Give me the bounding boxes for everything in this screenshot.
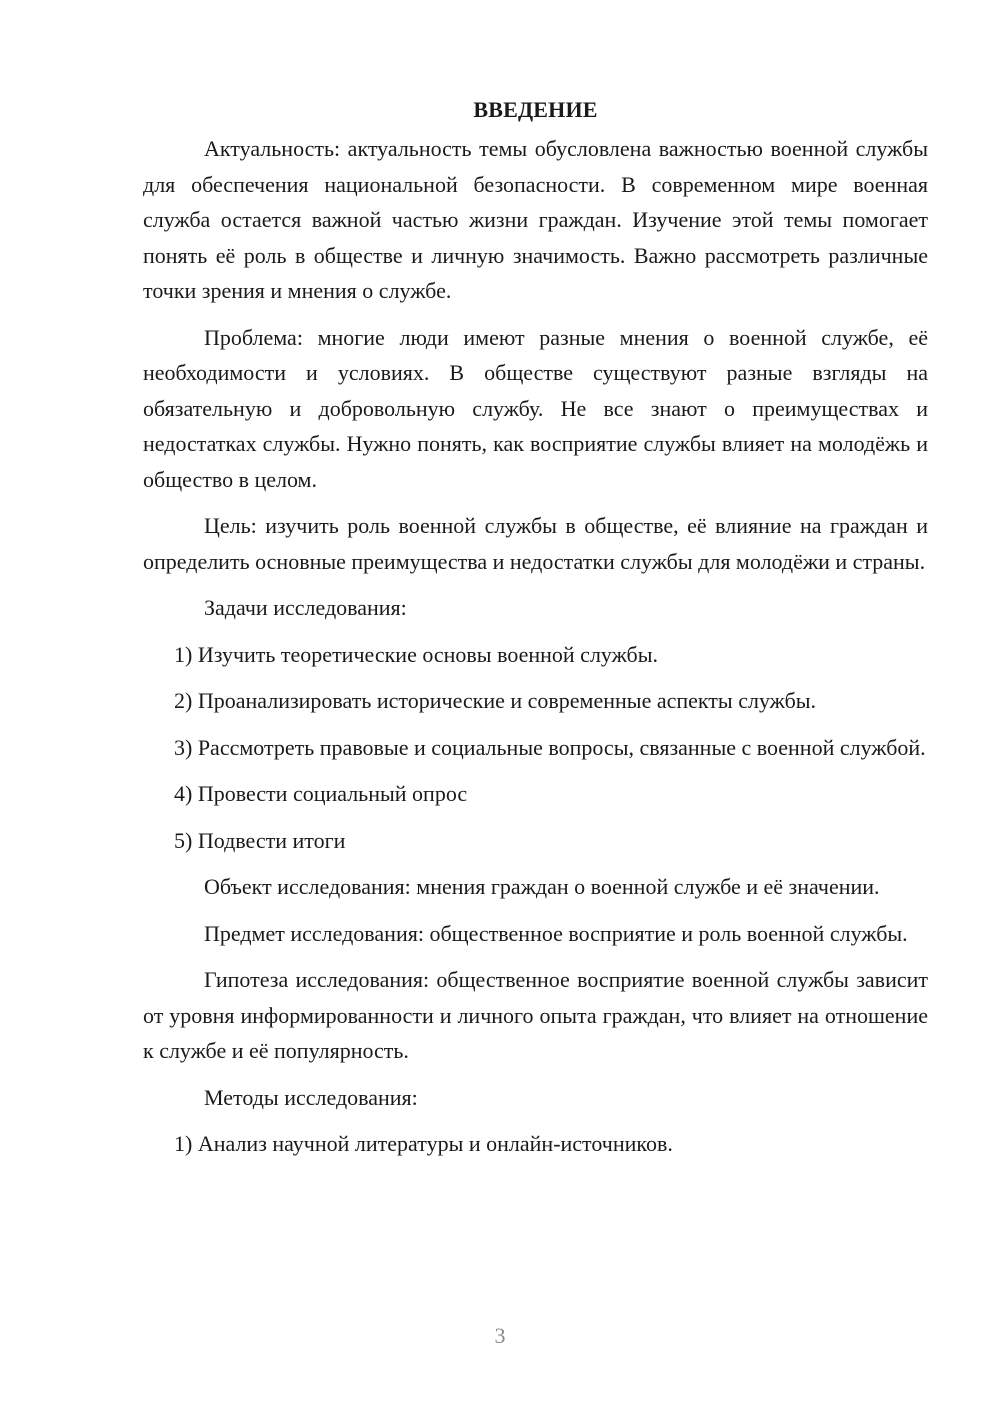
method-item-1: 1) Анализ научной литературы и онлайн-источников. [174, 1131, 673, 1156]
problem-paragraph: Проблема: многие люди имеют разные мнения о военной службе, её необходимости и условиях. В обществе существуют разные взгляды на обязательную и добровольную службу. Не все знают о преимуществах и недостатках службы. Нужно понять, как восприятие службы влияет на молодёжь и общество в целом. [143, 324, 928, 492]
task-item-2: 2) Проанализировать исторические и современные аспекты службы. [174, 688, 817, 713]
object-paragraph: Объект исследования: мнения граждан о военной службе и её значении. [204, 874, 880, 899]
document-page [143, 93, 928, 1173]
page-title: ВВЕДЕНИЕ [473, 97, 598, 122]
subject-paragraph: Предмет исследования: общественное восприятие и роль военной службы. [204, 920, 908, 946]
methods-heading: Методы исследования: [204, 1084, 418, 1110]
relevance-paragraph: Актуальность: актуальность темы обусловлена важностью военной службы для обеспечения национальной безопасности. В современном мире военная служба остается важной частью жизни граждан. Изучение этой темы помогает понять её роль в обществе и личную значимость. Важно рассмотреть различные точки зрения и мнения о службе. [143, 136, 928, 303]
task-item-3: 3) Рассмотреть правовые и социальные вопросы, связанные с военной службой. [174, 734, 926, 760]
tasks-heading: Задачи исследования: [204, 595, 407, 620]
task-item-1: 1) Изучить теоретические основы военной службы. [174, 641, 659, 667]
task-item-5: 5) Подвести итоги [174, 827, 346, 853]
goal-paragraph: Цель: изучить роль военной службы в обществе, её влияние на граждан и определить основные преимущества и недостатки службы для молодёжи и страны. [143, 513, 928, 574]
hypothesis-paragraph: Гипотеза исследования: общественное восприятие военной службы зависит от уровня информированности и личного опыта граждан, что влияет на отношение к службе и её популярность. [143, 967, 928, 1063]
task-item-4: 4) Провести социальный опрос [174, 781, 468, 806]
page-number: 3 [494, 1323, 506, 1348]
